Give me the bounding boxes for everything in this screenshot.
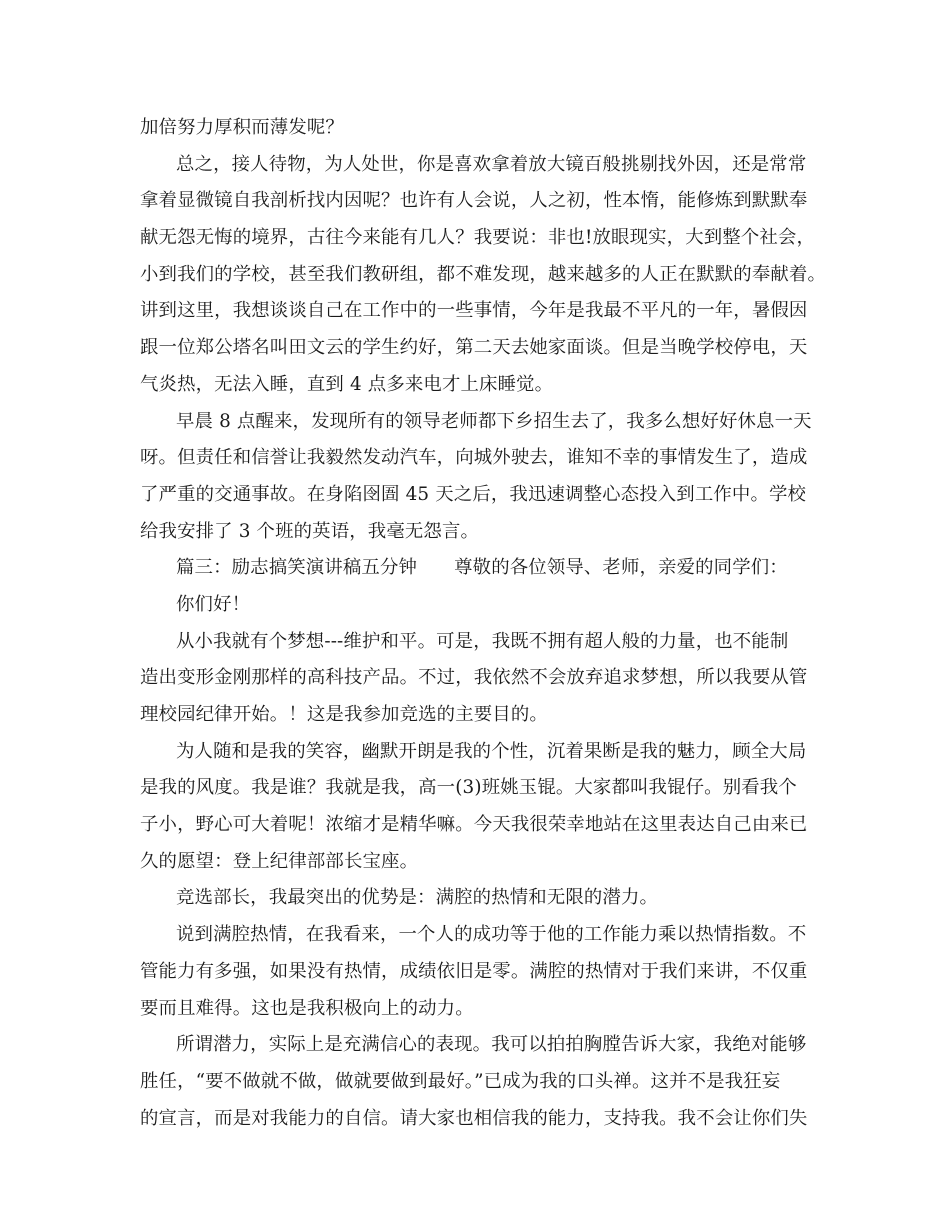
- text-line: 久的愿望：登上纪律部部长宝座。: [140, 850, 419, 872]
- text-line: 小到我们的学校，甚至我们教研组，都不难发现，越来越多的人正在默默的奉献着。: [140, 263, 827, 285]
- text-line: 了严重的交通事故。在身陷囹圄 45 天之后，我迅速调整心态投入到工作中。学校: [140, 483, 807, 505]
- text-line: 是我的风度。我是谁？我就是我，高一(3)班姚玉锟。大家都叫我锟仔。别看我个: [140, 777, 797, 799]
- text-line: 的宣言，而是对我能力的自信。请大家也相信我的能力，支持我。我不会让你们失: [140, 1107, 808, 1129]
- text-line: 讲到这里，我想谈谈自己在工作中的一些事情，今年是我最不平凡的一年，暑假因: [140, 300, 808, 322]
- text-line: 要而且难得。这也是我积极向上的动力。: [140, 997, 474, 1019]
- text-line: 所谓潜力，实际上是充满信心的表现。我可以拍拍胸膛告诉大家，我绝对能够: [176, 1034, 807, 1056]
- text-line: 早晨 8 点醒来，发现所有的领导老师都下乡招生去了，我多么想好好休息一天: [176, 410, 812, 432]
- text-line: 竞选部长，我最突出的优势是：满腔的热情和无限的潜力。: [176, 887, 659, 909]
- text-line: 加倍努力厚积而薄发呢？: [140, 117, 344, 138]
- document-body: [140, 110, 827, 1137]
- text-line: 管能力有多强，如果没有热情，成绩依旧是零。满腔的热情对于我们来讲，不仅重: [140, 960, 808, 982]
- text-line: 理校园纪律开始。！这是我参加竞选的主要目的。: [140, 704, 548, 725]
- text-line: 篇三：励志搞笑演讲稿五分钟 尊敬的各位领导、老师，亲爱的同学们：: [176, 557, 788, 579]
- text-line: 造出变形金刚那样的高科技产品。不过，我依然不会放弃追求梦想，所以我要从管: [140, 667, 808, 689]
- text-line: 气炎热，无法入睡，直到 4 点多来电才上床睡觉。: [140, 373, 554, 395]
- text-line: 你们好！: [176, 593, 251, 615]
- text-line: 呀。但责任和信誉让我毅然发动汽车，向城外驶去，谁知不幸的事情发生了，造成: [140, 447, 808, 469]
- text-line: 为人随和是我的笑容，幽默开朗是我的个性，沉着果断是我的魅力，顾全大局: [176, 740, 807, 762]
- text-line: 从小我就有个梦想---维护和平。可是，我既不拥有超人般的力量，也不能制: [176, 630, 789, 652]
- text-line: 说到满腔热情，在我看来，一个人的成功等于他的工作能力乘以热情指数。不: [176, 924, 807, 946]
- text-line: 子小，野心可大着呢！浓缩才是精华嘛。今天我很荣幸地站在这里表达自己由来已: [140, 814, 808, 836]
- text-line: 总之，接人待物，为人处世，你是喜欢拿着放大镜百般挑剔找外因，还是常常: [176, 153, 807, 175]
- text-line: 献无怨无悔的境界，古往今来能有几人？我要说：非也!放眼现实，大到整个社会，: [140, 227, 816, 249]
- text-line: 给我安排了 3 个班的英语，我毫无怨言。: [140, 520, 480, 542]
- text-line: 拿着显微镜自我剖析找内因呢？也许有人会说，人之初，性本惰，能修炼到默默奉: [140, 190, 808, 212]
- text-line: 胜任，“要不做就不做，做就要做到最好。”已成为我的口头禅。这并不是我狂妄: [140, 1070, 781, 1092]
- text-line: 跟一位郑公塔名叫田文云的学生约好，第二天去她家面谈。但是当晚学校停电，天: [140, 337, 808, 359]
